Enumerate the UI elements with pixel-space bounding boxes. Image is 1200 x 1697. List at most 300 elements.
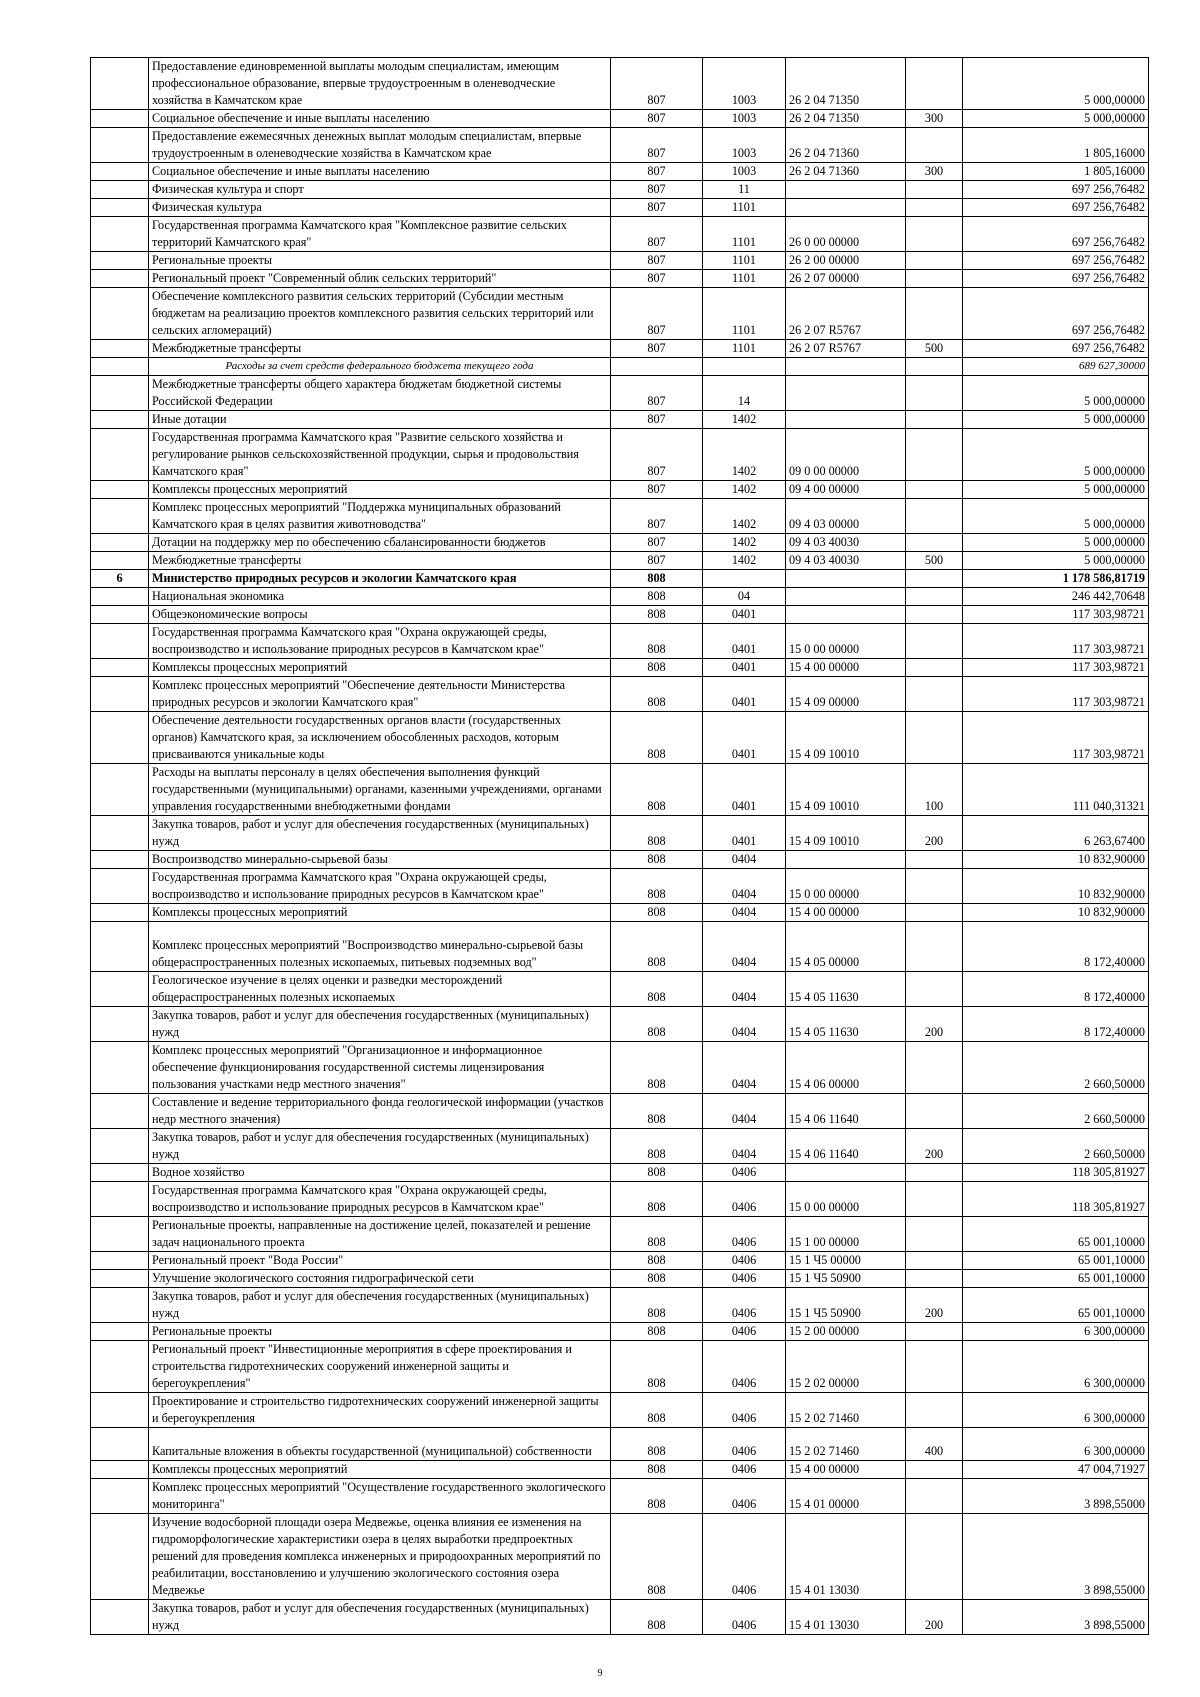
row-target-article-cell: 15 0 00 00000 bbox=[786, 869, 906, 904]
row-target-article-cell: 26 2 00 00000 bbox=[786, 252, 906, 270]
row-grbs-cell: 808 bbox=[611, 1514, 703, 1600]
table-row bbox=[91, 904, 1149, 922]
row-number-cell bbox=[91, 922, 149, 972]
row-number-cell bbox=[91, 1514, 149, 1600]
row-number-cell bbox=[91, 534, 149, 552]
row-expense-type-cell bbox=[906, 429, 963, 481]
row-amount-cell: 697 256,76482 bbox=[963, 217, 1149, 252]
row-expense-type-cell: 200 bbox=[906, 1007, 963, 1042]
table-row bbox=[91, 1323, 1149, 1341]
row-section-cell: 0406 bbox=[703, 1217, 786, 1252]
row-number-cell bbox=[91, 199, 149, 217]
table-row bbox=[91, 1288, 1149, 1323]
row-expense-type-cell bbox=[906, 922, 963, 972]
row-grbs-cell: 807 bbox=[611, 376, 703, 411]
row-section-cell: 1003 bbox=[703, 58, 786, 110]
row-amount-cell: 1 805,16000 bbox=[963, 163, 1149, 181]
row-number-cell bbox=[91, 499, 149, 534]
row-name-cell: Комплексы процессных мероприятий bbox=[149, 904, 611, 922]
row-section-cell: 1101 bbox=[703, 270, 786, 288]
table-row bbox=[91, 1393, 1149, 1428]
row-name-cell: Региональные проекты bbox=[149, 1323, 611, 1341]
row-number-cell bbox=[91, 411, 149, 429]
row-section-cell: 0404 bbox=[703, 1129, 786, 1164]
row-number-cell bbox=[91, 1042, 149, 1094]
row-section-cell: 0406 bbox=[703, 1341, 786, 1393]
row-grbs-cell: 807 bbox=[611, 270, 703, 288]
row-target-article-cell: 15 4 05 11630 bbox=[786, 1007, 906, 1042]
table-row bbox=[91, 181, 1149, 199]
row-name-cell: Водное хозяйство bbox=[149, 1164, 611, 1182]
row-amount-cell: 65 001,10000 bbox=[963, 1252, 1149, 1270]
row-amount-cell: 8 172,40000 bbox=[963, 972, 1149, 1007]
row-name-cell: Министерство природных ресурсов и экологии Камчатского края bbox=[149, 570, 611, 588]
row-number-cell bbox=[91, 340, 149, 358]
row-expense-type-cell bbox=[906, 534, 963, 552]
row-amount-cell: 6 300,00000 bbox=[963, 1341, 1149, 1393]
row-target-article-cell: 09 4 03 00000 bbox=[786, 499, 906, 534]
row-number-cell bbox=[91, 712, 149, 764]
row-section-cell: 0404 bbox=[703, 1007, 786, 1042]
row-number-cell bbox=[91, 128, 149, 163]
row-name-cell: Обеспечение деятельности государственных органов власти (государственных органов) Камчатского края, за исключением обособленных расходов, которым присваиваются уникальные коды bbox=[149, 712, 611, 764]
row-name-cell: Государственная программа Камчатского края "Охрана окружающей среды, воспроизводство и использование природных ресурсов в Камчатском крае" bbox=[149, 869, 611, 904]
row-name-cell: Государственная программа Камчатского края "Охрана окружающей среды, воспроизводство и использование природных ресурсов в Камчатском крае" bbox=[149, 1182, 611, 1217]
row-amount-cell: 65 001,10000 bbox=[963, 1270, 1149, 1288]
table-row bbox=[91, 1129, 1149, 1164]
row-amount-cell: 5 000,00000 bbox=[963, 411, 1149, 429]
row-expense-type-cell bbox=[906, 712, 963, 764]
row-target-article-cell: 15 2 02 00000 bbox=[786, 1341, 906, 1393]
row-target-article-cell: 15 4 00 00000 bbox=[786, 659, 906, 677]
row-name-cell: Расходы за счет средств федерального бюджета текущего года bbox=[149, 358, 611, 376]
row-grbs-cell: 807 bbox=[611, 110, 703, 128]
row-number-cell bbox=[91, 1270, 149, 1288]
row-target-article-cell: 15 4 09 10010 bbox=[786, 712, 906, 764]
row-section-cell: 0404 bbox=[703, 904, 786, 922]
table-row bbox=[91, 972, 1149, 1007]
row-number-cell bbox=[91, 1094, 149, 1129]
row-number-cell bbox=[91, 252, 149, 270]
row-grbs-cell: 808 bbox=[611, 764, 703, 816]
row-name-cell: Общеэкономические вопросы bbox=[149, 606, 611, 624]
row-number-cell bbox=[91, 1129, 149, 1164]
row-target-article-cell: 26 2 07 R5767 bbox=[786, 340, 906, 358]
row-expense-type-cell bbox=[906, 1094, 963, 1129]
table-row bbox=[91, 163, 1149, 181]
row-grbs-cell bbox=[611, 358, 703, 376]
row-section-cell: 1402 bbox=[703, 429, 786, 481]
table-row bbox=[91, 659, 1149, 677]
row-name-cell: Государственная программа Камчатского края "Развитие сельского хозяйства и регулирование рынков сельскохозяйственной продукции, сырья и продовольствия Камчатского края" bbox=[149, 429, 611, 481]
row-section-cell: 0401 bbox=[703, 816, 786, 851]
row-expense-type-cell: 500 bbox=[906, 552, 963, 570]
row-target-article-cell: 26 2 04 71350 bbox=[786, 110, 906, 128]
row-name-cell: Закупка товаров, работ и услуг для обеспечения государственных (муниципальных) нужд bbox=[149, 1129, 611, 1164]
row-amount-cell: 118 305,81927 bbox=[963, 1182, 1149, 1217]
row-section-cell: 1003 bbox=[703, 163, 786, 181]
row-target-article-cell: 15 4 01 00000 bbox=[786, 1479, 906, 1514]
row-grbs-cell: 808 bbox=[611, 1341, 703, 1393]
row-expense-type-cell bbox=[906, 677, 963, 712]
row-expense-type-cell bbox=[906, 252, 963, 270]
row-section-cell: 0401 bbox=[703, 677, 786, 712]
row-section-cell: 0401 bbox=[703, 606, 786, 624]
row-expense-type-cell bbox=[906, 904, 963, 922]
row-amount-cell: 697 256,76482 bbox=[963, 288, 1149, 340]
row-name-cell: Иные дотации bbox=[149, 411, 611, 429]
row-name-cell: Комплексы процессных мероприятий bbox=[149, 481, 611, 499]
table-row bbox=[91, 217, 1149, 252]
row-number-cell bbox=[91, 1182, 149, 1217]
row-target-article-cell bbox=[786, 376, 906, 411]
row-target-article-cell: 15 4 09 00000 bbox=[786, 677, 906, 712]
row-amount-cell: 6 300,00000 bbox=[963, 1428, 1149, 1461]
row-section-cell bbox=[703, 358, 786, 376]
table-row bbox=[91, 1341, 1149, 1393]
row-section-cell: 0404 bbox=[703, 1094, 786, 1129]
table-row bbox=[91, 1182, 1149, 1217]
row-target-article-cell: 15 4 05 11630 bbox=[786, 972, 906, 1007]
row-expense-type-cell bbox=[906, 851, 963, 869]
row-section-cell: 0406 bbox=[703, 1164, 786, 1182]
row-section-cell: 0401 bbox=[703, 624, 786, 659]
row-amount-cell: 6 263,67400 bbox=[963, 816, 1149, 851]
row-amount-cell: 10 832,90000 bbox=[963, 904, 1149, 922]
row-target-article-cell: 15 2 00 00000 bbox=[786, 1323, 906, 1341]
row-amount-cell: 5 000,00000 bbox=[963, 110, 1149, 128]
row-section-cell: 0406 bbox=[703, 1600, 786, 1635]
row-expense-type-cell bbox=[906, 358, 963, 376]
row-section-cell: 1101 bbox=[703, 217, 786, 252]
row-section-cell: 0406 bbox=[703, 1479, 786, 1514]
row-amount-cell: 6 300,00000 bbox=[963, 1323, 1149, 1341]
row-grbs-cell: 808 bbox=[611, 677, 703, 712]
row-name-cell: Физическая культура и спорт bbox=[149, 181, 611, 199]
row-expense-type-cell: 300 bbox=[906, 163, 963, 181]
row-grbs-cell: 808 bbox=[611, 1217, 703, 1252]
row-name-cell: Комплекс процессных мероприятий "Организационное и информационное обеспечение функционирования государственной системы лицензирования пользования участками недр местного значения" bbox=[149, 1042, 611, 1094]
table-row bbox=[91, 429, 1149, 481]
row-target-article-cell: 26 2 07 00000 bbox=[786, 270, 906, 288]
row-grbs-cell: 807 bbox=[611, 411, 703, 429]
row-target-article-cell: 26 2 07 R5767 bbox=[786, 288, 906, 340]
row-expense-type-cell: 200 bbox=[906, 1600, 963, 1635]
row-number-cell bbox=[91, 358, 149, 376]
table-row bbox=[91, 588, 1149, 606]
table-row bbox=[91, 677, 1149, 712]
table-row bbox=[91, 128, 1149, 163]
table-row bbox=[91, 1479, 1149, 1514]
row-name-cell: Проектирование и строительство гидротехнических сооружений инженерной защиты и берегоукрепления bbox=[149, 1393, 611, 1428]
row-amount-cell: 117 303,98721 bbox=[963, 606, 1149, 624]
row-name-cell: Расходы на выплаты персоналу в целях обеспечения выполнения функций государственными (муниципальными) органами, казенными учреждениями, органами управления государственными внебюджетными фондами bbox=[149, 764, 611, 816]
row-amount-cell: 697 256,76482 bbox=[963, 252, 1149, 270]
row-grbs-cell: 808 bbox=[611, 570, 703, 588]
row-grbs-cell: 807 bbox=[611, 128, 703, 163]
row-section-cell: 1101 bbox=[703, 340, 786, 358]
row-amount-cell: 117 303,98721 bbox=[963, 712, 1149, 764]
row-name-cell: Региональный проект "Вода России" bbox=[149, 1252, 611, 1270]
table-row bbox=[91, 358, 1149, 376]
row-grbs-cell: 808 bbox=[611, 1252, 703, 1270]
row-number-cell bbox=[91, 904, 149, 922]
row-amount-cell: 697 256,76482 bbox=[963, 270, 1149, 288]
row-target-article-cell bbox=[786, 1164, 906, 1182]
row-name-cell: Составление и ведение территориального фонда геологической информации (участков недр местного значения) bbox=[149, 1094, 611, 1129]
row-number-cell bbox=[91, 288, 149, 340]
row-grbs-cell: 808 bbox=[611, 624, 703, 659]
row-section-cell: 0406 bbox=[703, 1428, 786, 1461]
row-section-cell: 0404 bbox=[703, 972, 786, 1007]
row-number-cell bbox=[91, 851, 149, 869]
row-name-cell: Закупка товаров, работ и услуг для обеспечения государственных (муниципальных) нужд bbox=[149, 1288, 611, 1323]
row-name-cell: Комплекс процессных мероприятий "Воспроизводство минерально-сырьевой базы общераспространенных полезных ископаемых, питьевых подземных вод" bbox=[149, 922, 611, 972]
row-expense-type-cell: 200 bbox=[906, 1129, 963, 1164]
table-row bbox=[91, 712, 1149, 764]
row-name-cell: Обеспечение комплексного развития сельских территорий (Субсидии местным бюджетам на реализацию проектов комплексного развития сельских территорий или сельских агломераций) bbox=[149, 288, 611, 340]
row-amount-cell: 697 256,76482 bbox=[963, 340, 1149, 358]
row-section-cell: 0401 bbox=[703, 764, 786, 816]
row-number-cell bbox=[91, 58, 149, 110]
row-amount-cell: 5 000,00000 bbox=[963, 376, 1149, 411]
row-name-cell: Региональный проект "Инвестиционные мероприятия в сфере проектирования и строительства гидротехнических сооружений инженерной защиты и берегоукрепления" bbox=[149, 1341, 611, 1393]
table-row bbox=[91, 340, 1149, 358]
row-grbs-cell: 807 bbox=[611, 481, 703, 499]
row-target-article-cell: 15 2 02 71460 bbox=[786, 1428, 906, 1461]
row-number-cell bbox=[91, 110, 149, 128]
row-number-cell bbox=[91, 163, 149, 181]
row-expense-type-cell bbox=[906, 570, 963, 588]
row-name-cell: Комплекс процессных мероприятий "Обеспечение деятельности Министерства природных ресурсов и экологии Камчатского края" bbox=[149, 677, 611, 712]
row-number-cell bbox=[91, 1217, 149, 1252]
row-amount-cell: 117 303,98721 bbox=[963, 659, 1149, 677]
row-section-cell: 0406 bbox=[703, 1393, 786, 1428]
row-grbs-cell: 808 bbox=[611, 1428, 703, 1461]
row-section-cell: 1402 bbox=[703, 534, 786, 552]
row-section-cell: 0406 bbox=[703, 1514, 786, 1600]
table-row bbox=[91, 1252, 1149, 1270]
row-name-cell: Социальное обеспечение и иные выплаты населению bbox=[149, 110, 611, 128]
row-section-cell: 1101 bbox=[703, 252, 786, 270]
row-target-article-cell: 15 2 02 71460 bbox=[786, 1393, 906, 1428]
row-name-cell: Национальная экономика bbox=[149, 588, 611, 606]
row-target-article-cell: 15 0 00 00000 bbox=[786, 624, 906, 659]
row-name-cell: Закупка товаров, работ и услуг для обеспечения государственных (муниципальных) нужд bbox=[149, 816, 611, 851]
row-amount-cell: 65 001,10000 bbox=[963, 1288, 1149, 1323]
row-number-cell: 6 bbox=[91, 570, 149, 588]
row-name-cell: Предоставление единовременной выплаты молодым специалистам, имеющим профессиональное образование, впервые трудоустроенным в оленеводческие хозяйства в Камчатском крае bbox=[149, 58, 611, 110]
row-number-cell bbox=[91, 1252, 149, 1270]
row-section-cell: 0406 bbox=[703, 1270, 786, 1288]
row-target-article-cell: 15 4 06 00000 bbox=[786, 1042, 906, 1094]
table-row bbox=[91, 252, 1149, 270]
table-row bbox=[91, 110, 1149, 128]
table-row bbox=[91, 199, 1149, 217]
row-grbs-cell: 807 bbox=[611, 552, 703, 570]
row-grbs-cell: 807 bbox=[611, 340, 703, 358]
row-section-cell: 1402 bbox=[703, 552, 786, 570]
row-target-article-cell bbox=[786, 588, 906, 606]
row-number-cell bbox=[91, 972, 149, 1007]
row-expense-type-cell bbox=[906, 624, 963, 659]
row-section-cell: 1402 bbox=[703, 481, 786, 499]
table-row bbox=[91, 481, 1149, 499]
row-section-cell: 11 bbox=[703, 181, 786, 199]
row-number-cell bbox=[91, 588, 149, 606]
row-target-article-cell: 15 1 Ч5 50900 bbox=[786, 1270, 906, 1288]
row-grbs-cell: 807 bbox=[611, 288, 703, 340]
row-name-cell: Региональные проекты, направленные на достижение целей, показателей и решение задач национального проекта bbox=[149, 1217, 611, 1252]
row-amount-cell: 2 660,50000 bbox=[963, 1042, 1149, 1094]
row-target-article-cell: 26 2 04 71360 bbox=[786, 128, 906, 163]
row-expense-type-cell bbox=[906, 270, 963, 288]
table-row bbox=[91, 270, 1149, 288]
table-row bbox=[91, 624, 1149, 659]
row-amount-cell: 246 442,70648 bbox=[963, 588, 1149, 606]
row-expense-type-cell bbox=[906, 499, 963, 534]
row-grbs-cell: 808 bbox=[611, 1042, 703, 1094]
row-grbs-cell: 807 bbox=[611, 499, 703, 534]
row-amount-cell: 3 898,55000 bbox=[963, 1479, 1149, 1514]
row-grbs-cell: 808 bbox=[611, 659, 703, 677]
row-section-cell: 0406 bbox=[703, 1461, 786, 1479]
row-name-cell: Геологическое изучение в целях оценки и разведки месторождений общераспространенных полезных ископаемых bbox=[149, 972, 611, 1007]
row-grbs-cell: 808 bbox=[611, 869, 703, 904]
row-name-cell: Комплекс процессных мероприятий "Поддержка муниципальных образований Камчатского края в целях развития животноводства" bbox=[149, 499, 611, 534]
row-target-article-cell: 26 2 04 71350 bbox=[786, 58, 906, 110]
row-expense-type-cell bbox=[906, 1323, 963, 1341]
row-amount-cell: 47 004,71927 bbox=[963, 1461, 1149, 1479]
row-grbs-cell: 808 bbox=[611, 1129, 703, 1164]
row-expense-type-cell bbox=[906, 217, 963, 252]
row-target-article-cell bbox=[786, 358, 906, 376]
row-target-article-cell: 15 4 09 10010 bbox=[786, 816, 906, 851]
row-amount-cell: 697 256,76482 bbox=[963, 199, 1149, 217]
row-target-article-cell: 15 4 01 13030 bbox=[786, 1600, 906, 1635]
row-target-article-cell bbox=[786, 411, 906, 429]
row-section-cell: 1003 bbox=[703, 128, 786, 163]
row-grbs-cell: 807 bbox=[611, 252, 703, 270]
row-amount-cell: 689 627,30000 bbox=[963, 358, 1149, 376]
row-number-cell bbox=[91, 677, 149, 712]
row-number-cell bbox=[91, 816, 149, 851]
row-number-cell bbox=[91, 1393, 149, 1428]
table-row bbox=[91, 499, 1149, 534]
table-row bbox=[91, 376, 1149, 411]
table-row bbox=[91, 922, 1149, 972]
row-name-cell: Региональные проекты bbox=[149, 252, 611, 270]
table-row bbox=[91, 1007, 1149, 1042]
row-target-article-cell: 09 4 03 40030 bbox=[786, 552, 906, 570]
row-name-cell: Закупка товаров, работ и услуг для обеспечения государственных (муниципальных) нужд bbox=[149, 1007, 611, 1042]
row-grbs-cell: 807 bbox=[611, 199, 703, 217]
row-name-cell: Изучение водосборной площади озера Медвежье, оценка влияния ее изменения на гидроморфологические характеристики озера в целях выработки предпроектных решений для проведения комплекса инженерных и природоохранных мероприятий по реабилитации, восстановлению и улучшению экологического состояния озера Медвежье bbox=[149, 1514, 611, 1600]
row-expense-type-cell bbox=[906, 481, 963, 499]
row-name-cell: Межбюджетные трансферты общего характера бюджетам бюджетной системы Российской Федерации bbox=[149, 376, 611, 411]
row-number-cell bbox=[91, 429, 149, 481]
row-target-article-cell bbox=[786, 199, 906, 217]
row-target-article-cell: 15 1 Ч5 00000 bbox=[786, 1252, 906, 1270]
row-name-cell: Межбюджетные трансферты bbox=[149, 340, 611, 358]
row-grbs-cell: 807 bbox=[611, 534, 703, 552]
table-row bbox=[91, 1164, 1149, 1182]
table-row bbox=[91, 411, 1149, 429]
table-row bbox=[91, 58, 1149, 110]
row-section-cell: 1402 bbox=[703, 411, 786, 429]
row-grbs-cell: 808 bbox=[611, 1479, 703, 1514]
row-expense-type-cell bbox=[906, 376, 963, 411]
row-amount-cell: 118 305,81927 bbox=[963, 1164, 1149, 1182]
row-name-cell: Социальное обеспечение и иные выплаты населению bbox=[149, 163, 611, 181]
row-amount-cell: 5 000,00000 bbox=[963, 429, 1149, 481]
table-row bbox=[91, 1217, 1149, 1252]
row-number-cell bbox=[91, 552, 149, 570]
row-amount-cell: 3 898,55000 bbox=[963, 1514, 1149, 1600]
row-expense-type-cell bbox=[906, 411, 963, 429]
table-row bbox=[91, 816, 1149, 851]
row-number-cell bbox=[91, 1323, 149, 1341]
row-target-article-cell: 15 4 01 13030 bbox=[786, 1514, 906, 1600]
row-expense-type-cell bbox=[906, 181, 963, 199]
row-amount-cell: 6 300,00000 bbox=[963, 1393, 1149, 1428]
row-name-cell: Межбюджетные трансферты bbox=[149, 552, 611, 570]
row-amount-cell: 5 000,00000 bbox=[963, 534, 1149, 552]
row-target-article-cell: 15 0 00 00000 bbox=[786, 1182, 906, 1217]
table-row bbox=[91, 869, 1149, 904]
row-target-article-cell: 15 4 06 11640 bbox=[786, 1129, 906, 1164]
row-grbs-cell: 808 bbox=[611, 1007, 703, 1042]
row-section-cell: 1101 bbox=[703, 288, 786, 340]
row-expense-type-cell bbox=[906, 1461, 963, 1479]
row-amount-cell: 5 000,00000 bbox=[963, 499, 1149, 534]
row-target-article-cell: 09 4 00 00000 bbox=[786, 481, 906, 499]
row-target-article-cell: 26 2 04 71360 bbox=[786, 163, 906, 181]
row-section-cell: 0404 bbox=[703, 1042, 786, 1094]
row-section-cell: 0406 bbox=[703, 1182, 786, 1217]
row-number-cell bbox=[91, 869, 149, 904]
row-amount-cell: 8 172,40000 bbox=[963, 922, 1149, 972]
table-row bbox=[91, 606, 1149, 624]
row-target-article-cell: 09 0 00 00000 bbox=[786, 429, 906, 481]
row-number-cell bbox=[91, 270, 149, 288]
row-expense-type-cell: 100 bbox=[906, 764, 963, 816]
row-name-cell: Государственная программа Камчатского края "Охрана окружающей среды, воспроизводство и использование природных ресурсов в Камчатском крае" bbox=[149, 624, 611, 659]
table-row bbox=[91, 1461, 1149, 1479]
row-grbs-cell: 808 bbox=[611, 1323, 703, 1341]
row-expense-type-cell: 500 bbox=[906, 340, 963, 358]
row-grbs-cell: 808 bbox=[611, 1182, 703, 1217]
row-expense-type-cell bbox=[906, 1217, 963, 1252]
row-number-cell bbox=[91, 376, 149, 411]
row-target-article-cell: 09 4 03 40030 bbox=[786, 534, 906, 552]
row-target-article-cell: 15 4 05 00000 bbox=[786, 922, 906, 972]
row-expense-type-cell bbox=[906, 588, 963, 606]
row-number-cell bbox=[91, 1428, 149, 1461]
row-target-article-cell: 26 0 00 00000 bbox=[786, 217, 906, 252]
table-row bbox=[91, 1428, 1149, 1461]
table-row bbox=[91, 1600, 1149, 1635]
row-amount-cell: 5 000,00000 bbox=[963, 481, 1149, 499]
table-row bbox=[91, 764, 1149, 816]
row-expense-type-cell bbox=[906, 1182, 963, 1217]
row-number-cell bbox=[91, 1600, 149, 1635]
row-grbs-cell: 807 bbox=[611, 181, 703, 199]
row-grbs-cell: 807 bbox=[611, 429, 703, 481]
row-name-cell: Комплексы процессных мероприятий bbox=[149, 659, 611, 677]
row-name-cell: Региональный проект "Современный облик сельских территорий" bbox=[149, 270, 611, 288]
table-row bbox=[91, 1514, 1149, 1600]
